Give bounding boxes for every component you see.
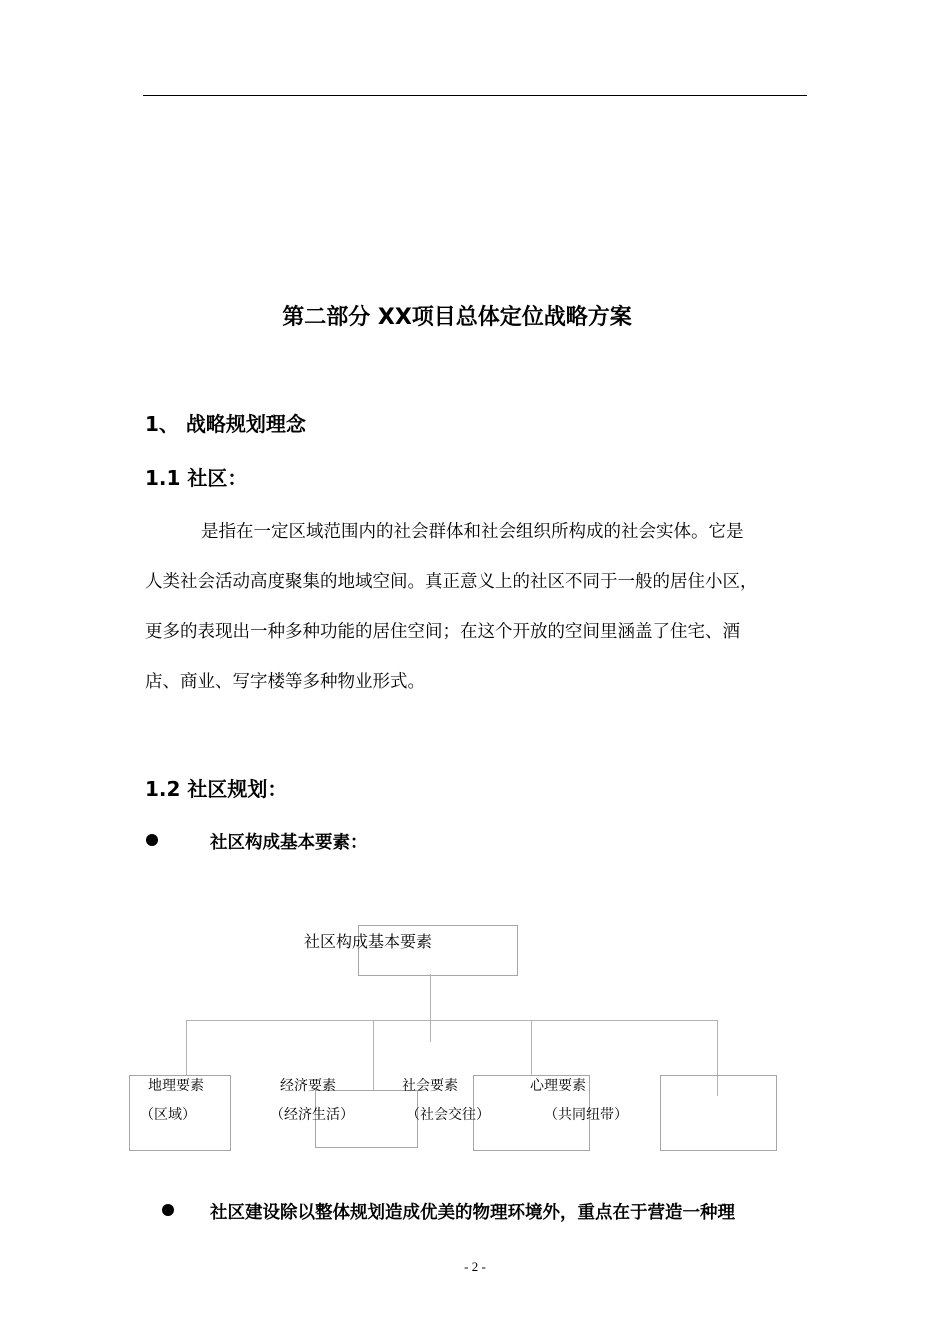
diagram-child-label: 经济要素 — [280, 1078, 336, 1094]
section-heading-1-2: 1.2 社区规划： — [145, 777, 288, 801]
paragraph-line: 店、商业、写字楼等多种物业形式。 — [145, 672, 425, 692]
diagram-child-sub: （社会交往） — [406, 1107, 490, 1123]
diagram-child-label: 地理要素 — [148, 1078, 204, 1094]
page-number: - 2 - — [464, 1259, 486, 1274]
diagram-child-sub: （经济生活） — [270, 1107, 354, 1123]
diagram-root-label: 社区构成基本要素 — [304, 932, 433, 951]
diagram-child-sub: （区域） — [140, 1107, 196, 1123]
header-rule — [143, 95, 807, 96]
diagram-child-label: 社会要素 — [402, 1078, 458, 1094]
bullet-icon — [146, 834, 158, 846]
diagram-child-sub: （共同纽带） — [544, 1107, 628, 1123]
paragraph-line: 是指在一定区域范围内的社会群体和社会组织所构成的社会实体。它是 — [201, 522, 744, 542]
connector-line — [430, 974, 431, 1042]
paragraph-line: 更多的表现出一种多种功能的居住空间；在这个开放的空间里涵盖了住宅、酒 — [145, 622, 740, 642]
page-title: 第二部分 XX项目总体定位战略方案 — [282, 305, 632, 330]
diagram-child-box — [660, 1075, 777, 1151]
bullet-item: 社区构成基本要素： — [210, 833, 368, 853]
connector-line — [186, 1020, 718, 1021]
section-heading-1: 1、 战略规划理念 — [145, 412, 306, 436]
connector-line — [531, 1020, 532, 1076]
paragraph-line: 人类社会活动高度聚集的地域空间。真正意义上的社区不同于一般的居住小区， — [145, 572, 758, 592]
connector-line — [373, 1020, 374, 1090]
bullet-icon — [162, 1204, 174, 1216]
diagram-child-label: 心理要素 — [530, 1078, 586, 1094]
connector-line — [186, 1020, 187, 1076]
bullet-item: 社区建设除以整体规划造成优美的物理环境外，重点在于营造一种理 — [210, 1203, 735, 1223]
section-heading-1-1: 1.1 社区： — [145, 466, 248, 490]
